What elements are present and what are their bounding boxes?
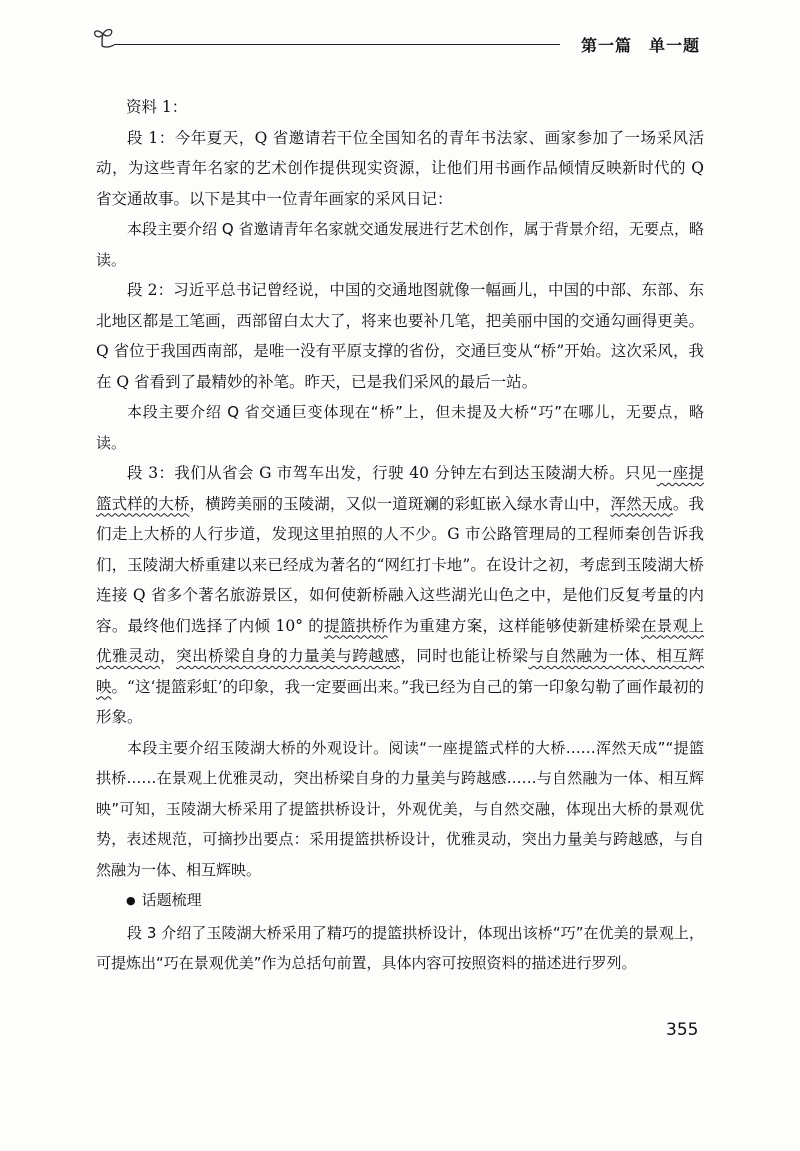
paragraph-3-text: ，横跨美丽的玉陵湖，又似一道斑斓的彩虹嵌入绿水青山中， xyxy=(189,494,611,513)
paragraph-3-text: 段 3：我们从省会 G 市驾车出发，行驶 40 分钟左右到达玉陵湖大桥。只见 xyxy=(127,464,657,482)
paragraph-1-note: 本段主要介绍 Q 省邀请青年名家就交通发展进行艺术创作，属于背景介绍，无要点，略读。 xyxy=(96,220,704,269)
paragraph-3-text: 。“这‘提篮彩虹’的印象，我一定要画出来。”我已经为自己的第一印象勾勒了画作最初的形象。 xyxy=(96,677,704,726)
section-title: 第一篇 单一题 xyxy=(580,36,700,55)
paragraph-1: 段 1：今年夏天，Q 省邀请若干位全国知名的青年书法家、画家参加了一场采风活动，为这些青年名家的艺术创作提供现实资源，让他们用书画作品倾情反映新时代的 Q 省交通故事。以下是其中一位青年画家的采风日记： xyxy=(96,128,704,208)
paragraph-2: 段 2：习近平总书记曾经说，中国的交通地图就像一幅画儿，中国的中部、东部、东北地区都是工笔画，西部留白太大了，将来也要补几笔，把美丽中国的交通勾画得更美。Q 省位于我国西南部，是唯一没有平原支撑的省份，交通巨变从“桥”开始。这次采风，我在 Q 省看到了最精妙的补笔。昨天，已是我们采风的最后一站。 xyxy=(96,281,704,391)
key-phrase: 一座提篮式样的大桥 xyxy=(96,464,704,513)
paragraph-3 xyxy=(96,458,704,733)
page-header xyxy=(88,24,700,64)
paragraph-3-text: ， xyxy=(160,647,177,665)
page-number: 355 xyxy=(666,1020,699,1040)
topic-title: 话题梳理 xyxy=(141,891,202,909)
material-label: 资料 1： xyxy=(126,98,188,116)
page-body xyxy=(96,92,704,979)
paragraph-2-note: 本段主要介绍 Q 省交通巨变体现在“桥”上，但未提及大桥“巧”在哪儿，无要点，略读。 xyxy=(96,403,704,452)
key-phrase: 与自然融为一体、相互辉映 xyxy=(96,647,704,696)
paragraph-3-note: 本段主要介绍玉陵湖大桥的外观设计。阅读“一座提篮式样的大桥……浑然天成”“提篮拱桥……在景观上优雅灵动，突出桥梁自身的力量美与跨越感……与自然融为一体、相互辉映”可知，玉陵湖大桥采用了提篮拱桥设计，外观优美，与自然交融，体现出大桥的景观优势，表述规范，可摘抄出要点：采用提篮拱桥设计，优雅灵动，突出力量美与跨越感，与自然融为一体、相互辉映。 xyxy=(96,738,704,879)
bullet-icon: ● xyxy=(126,894,136,907)
paragraph-3-text: ，同时也能让桥梁 xyxy=(400,647,529,665)
topic-heading xyxy=(96,885,704,918)
paragraph-3-text: 。我们走上大桥的人行步道，发现这里拍照的人不少。G 市公路管理局的工程师秦创告诉我们，玉陵湖大桥重建以来已经成为著名的“网红打卡地”。在设计之初，考虑到玉陵湖大桥连接 Q 省多个著名旅游景区，如何使新桥融入这些湖光山色之中，是他们反复考量的内容。最终他们选择了内倾 10° 的 xyxy=(96,494,704,635)
paragraph-3-text: 作为重建方案，这样能够使新建桥梁 xyxy=(387,616,641,635)
topic-summary: 段 3 介绍了玉陵湖大桥采用了精巧的提篮拱桥设计，体现出该桥“巧”在优美的景观上，可提炼出“巧在景观优美”作为总括句前置，具体内容可按照资料的描述进行罗列。 xyxy=(96,923,704,972)
key-phrase: 浑然天成 xyxy=(610,494,673,513)
key-phrase: 突出桥梁自身的力量美与跨越感 xyxy=(176,647,401,665)
key-phrase: 提篮拱桥 xyxy=(324,616,388,635)
header-rule xyxy=(114,44,560,45)
key-phrase: 在景观上优雅灵动 xyxy=(96,616,704,665)
sprout-icon xyxy=(88,24,118,54)
